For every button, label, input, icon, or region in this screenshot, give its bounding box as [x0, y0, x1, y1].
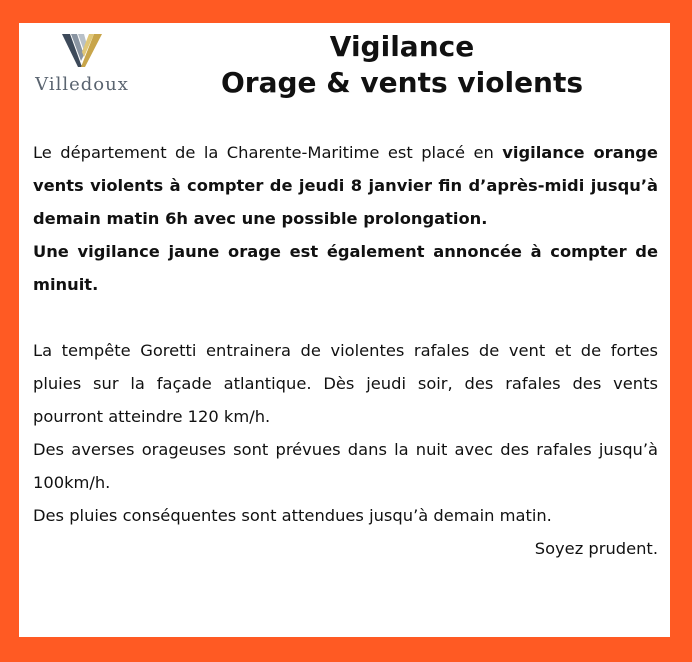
- paragraph-vigilance-orange: [33, 136, 658, 235]
- paragraph-pluies: Des pluies conséquentes sont attendues jusqu’à demain matin.: [33, 506, 552, 525]
- logo-wordmark: Villedoux: [35, 74, 129, 95]
- signoff: Soyez prudent.: [534, 539, 658, 558]
- villedoux-v-logo-icon: [60, 31, 104, 71]
- paragraph-vigilance-jaune: [33, 235, 658, 301]
- page-title: [189, 29, 615, 101]
- paragraph-tempete: La tempête Goretti entrainera de violentes rafales de vent et de fortes pluies sur la façade atlantique. Dès jeudi soir, des rafales des vents pourront atteindre 120 km/h.: [33, 341, 658, 426]
- paragraph-averses: Des averses orageuses sont prévues dans la nuit avec des rafales jusqu’à 100km/h.: [33, 440, 658, 492]
- alert-card-panel: [19, 23, 670, 637]
- paragraph-2-bold: Une vigilance jaune orage est également annoncée à compter de minuit.: [33, 242, 658, 294]
- paragraph-spacer: [33, 301, 658, 334]
- paragraph-1-bold: vigilance orange vents violents à compter de jeudi 8 janvier fin d’après-midi jusqu’à demain matin 6h avec une possible prolongation.: [33, 143, 658, 228]
- title-line-1: Vigilance: [329, 30, 475, 63]
- paragraph-1-intro: Le département de la Charente-Maritime est placé en: [33, 143, 503, 162]
- villedoux-logo: [29, 31, 135, 103]
- alert-body: [33, 136, 658, 565]
- title-line-2: Orage & vents violents: [220, 66, 584, 99]
